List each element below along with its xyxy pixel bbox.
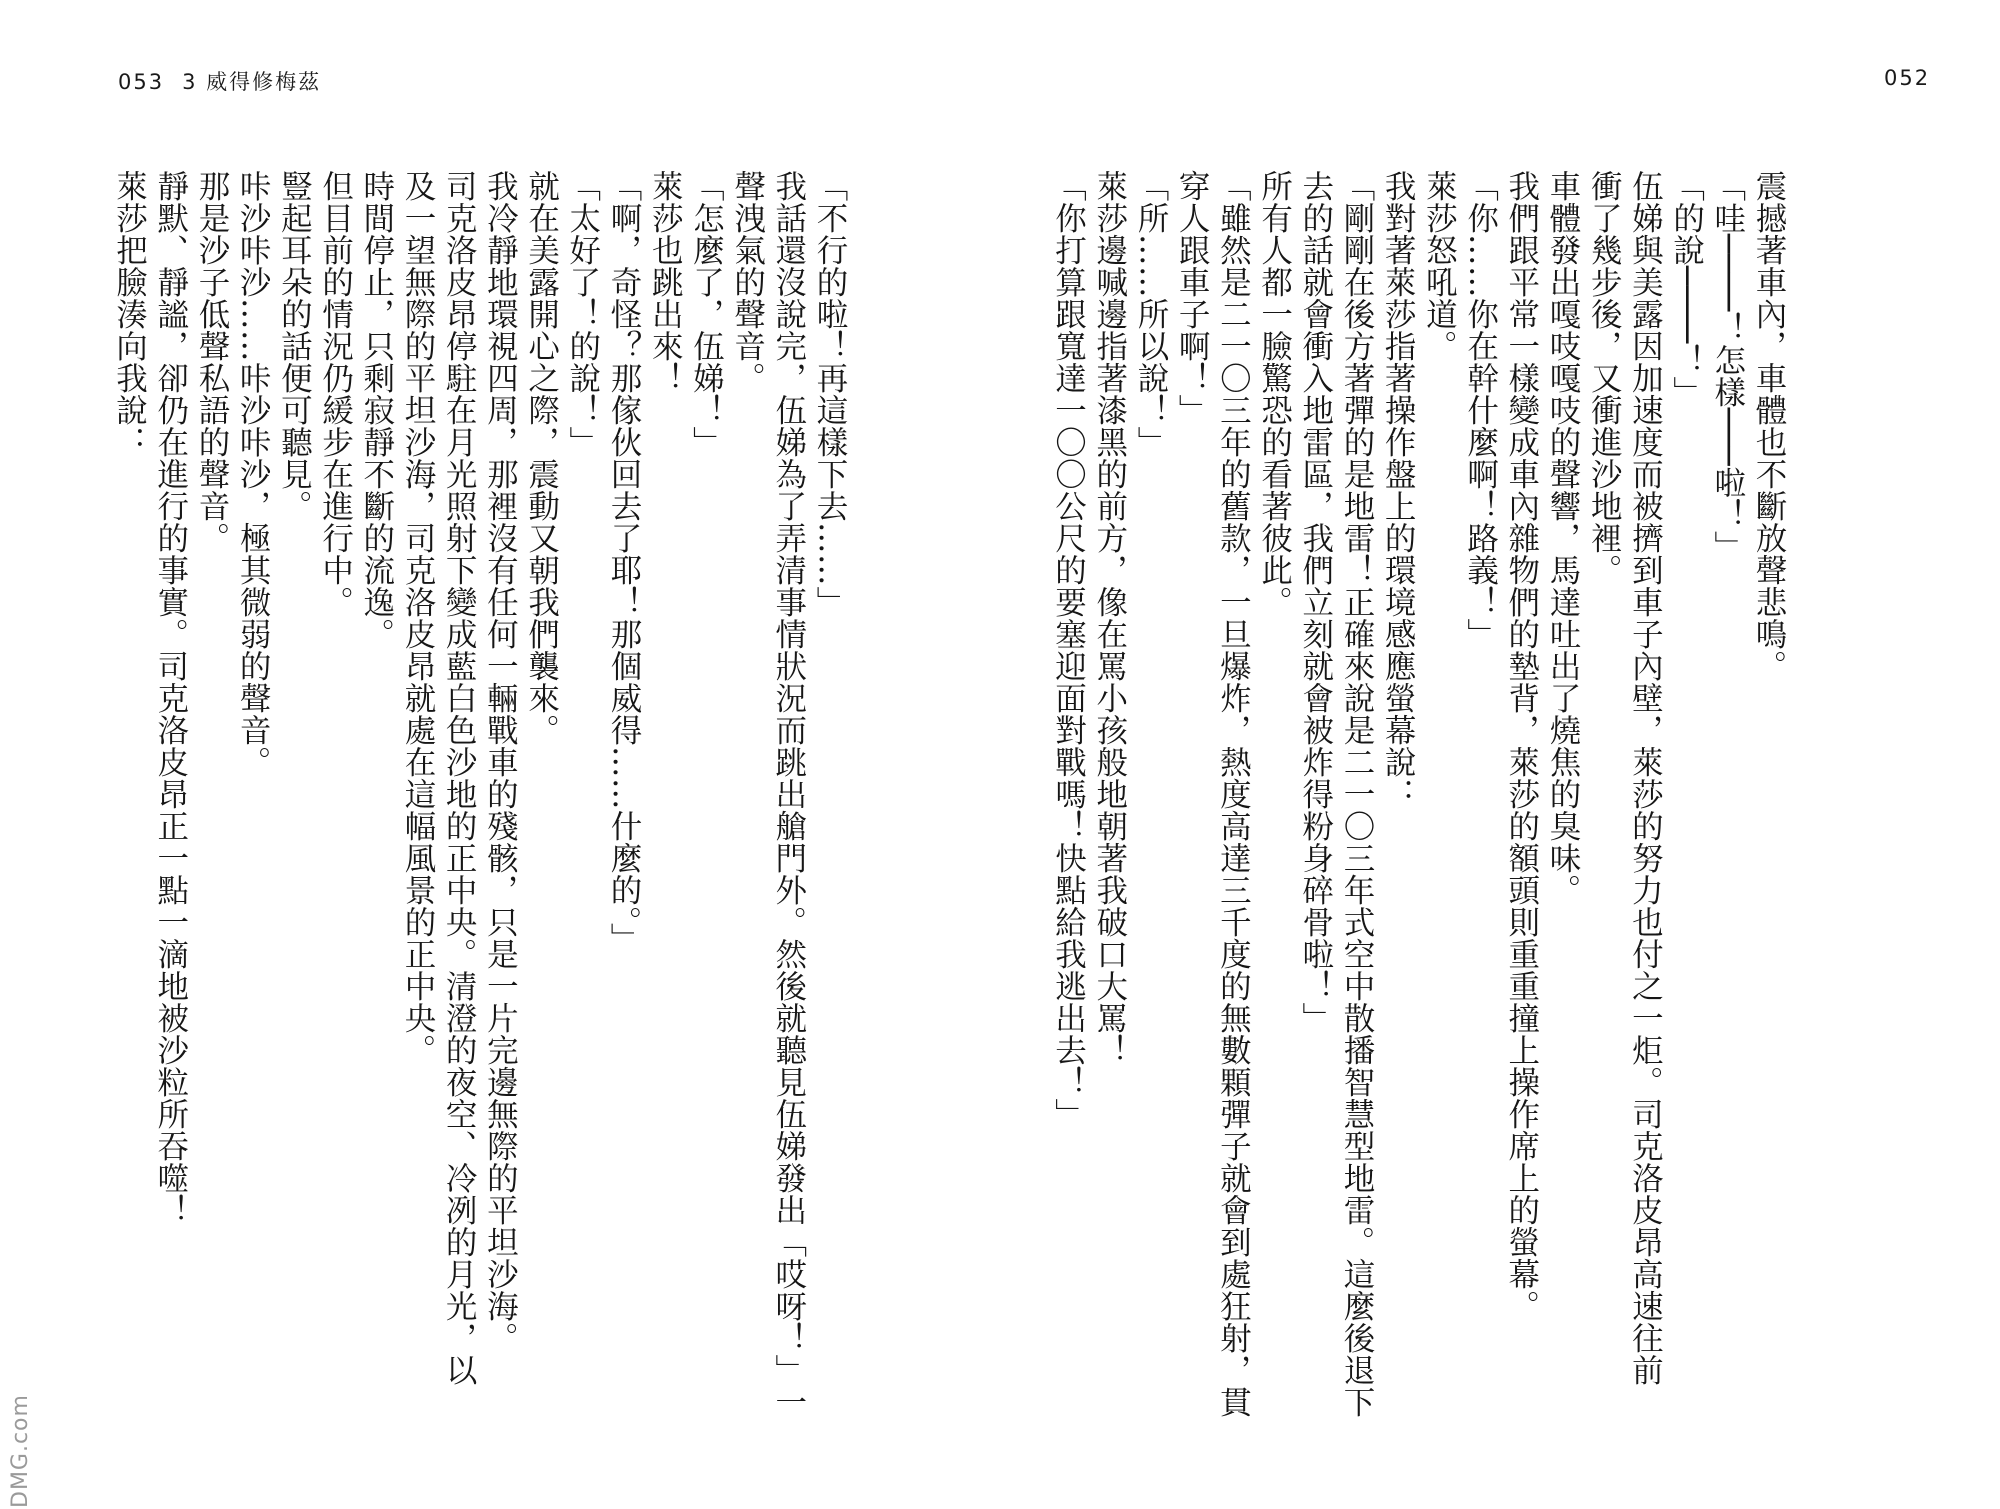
- text-line: 「太好了！的說！」: [564, 170, 601, 458]
- text-line: 那是沙子低聲私語的聲音。: [193, 170, 230, 554]
- text-line: 我們跟平常一樣變成車內雜物們的墊背，萊莎的額頭則重重撞上操作席上的螢幕。: [1503, 170, 1540, 1322]
- right-page-number: 052: [1884, 66, 1931, 90]
- text-line: 穿人跟車子啊！」: [1174, 170, 1211, 426]
- text-line: 我話還沒說完，伍娣為了弄清事情狀況而跳出艙門外。然後就聽見伍娣發出「哎呀！」一: [770, 170, 807, 1418]
- text-line: 萊莎把臉湊向我說：: [111, 170, 148, 458]
- text-line: 但目前的情況仍緩步在進行中。: [317, 170, 354, 618]
- text-line: 萊莎怒吼道。: [1421, 170, 1458, 362]
- text-line: 去的話就會衝入地雷區，我們立刻就會被炸得粉身碎骨啦！」: [1297, 170, 1334, 1034]
- text-line: 「啊，奇怪？那傢伙回去了耶！那個威得……什麼的。」: [605, 170, 642, 955]
- left-page-header: [118, 66, 321, 96]
- text-line: 震撼著車內，車體也不斷放聲悲鳴。: [1751, 170, 1787, 682]
- text-line: 靜默、靜謐，卻仍在進行的事實。司克洛皮昂正一點一滴地被沙粒所吞噬！: [152, 170, 189, 1226]
- left-page-body: [104, 170, 850, 1470]
- text-line: 「怎麼了，伍娣！」: [688, 170, 725, 458]
- text-line: 及一望無際的平坦沙海，司克洛皮昂就處在這幅風景的正中央。: [399, 170, 436, 1066]
- text-line: 衝了幾步後，又衝進沙地裡。: [1586, 170, 1623, 586]
- text-line: 「的說────！」: [1668, 170, 1705, 408]
- text-line: 就在美露開心之際，震動又朝我們襲來。: [523, 170, 560, 746]
- text-line: 豎起耳朵的話便可聽見。: [276, 170, 313, 522]
- text-line: 「你……你在幹什麼啊！路義！」: [1462, 170, 1499, 650]
- text-line: 「不行的啦！再這樣下去……」: [812, 170, 848, 618]
- text-line: 「所……所以說！」: [1132, 170, 1169, 458]
- watermark-logo: DMG.com: [8, 1394, 33, 1508]
- text-line: 時間停止，只剩寂靜不斷的流逸。: [358, 170, 395, 650]
- text-line: 咔沙咔沙……咔沙咔沙，極其微弱的聲音。: [235, 170, 272, 778]
- left-page-number: 053: [118, 70, 165, 94]
- text-line: 「哇────！怎樣───啦！」: [1709, 170, 1746, 563]
- text-line: 司克洛皮昂停駐在月光照射下變成藍白色沙地的正中央。清澄的夜空、冷冽的月光，以: [441, 170, 478, 1386]
- text-line: 所有人都一臉驚恐的看著彼此。: [1256, 170, 1293, 618]
- text-line: 我對著萊莎指著操作盤上的環境感應螢幕說：: [1380, 170, 1417, 810]
- text-line: 「雖然是二一〇三年的舊款，一旦爆炸，熱度高達三千度的無數顆彈子就會到處狂射，貫: [1215, 170, 1252, 1418]
- text-line: 伍娣與美露因加速度而被擠到車子內壁，萊莎的努力也付之一炬。司克洛皮昂高速往前: [1627, 170, 1664, 1386]
- right-page-body: [1050, 170, 1789, 1470]
- text-line: 「你打算跟寬達一〇〇公尺的要塞迎面對戰嗎！快點給我逃出去！」: [1050, 170, 1087, 1130]
- text-line: 聲洩氣的聲音。: [729, 170, 766, 394]
- text-line: 萊莎也跳出來！: [647, 170, 684, 394]
- text-line: 「剛剛在後方著彈的是地雷！正確來說是二一〇三年式空中散播智慧型地雷。這麼後退下: [1338, 170, 1375, 1418]
- page-gutter: [999, 0, 1001, 1509]
- text-line: 車體發出嘎吱嘎吱的聲響，馬達吐出了燒焦的臭味。: [1544, 170, 1581, 906]
- text-line: 萊莎邊喊邊指著漆黑的前方，像在罵小孩般地朝著我破口大罵！: [1091, 170, 1128, 1066]
- text-line: 我冷靜地環視四周，那裡沒有任何一輛戰車的殘骸，只是一片完邊無際的平坦沙海。: [482, 170, 519, 1354]
- chapter-title: 3 威得修梅茲: [182, 70, 322, 94]
- right-page-header: [1884, 66, 1930, 90]
